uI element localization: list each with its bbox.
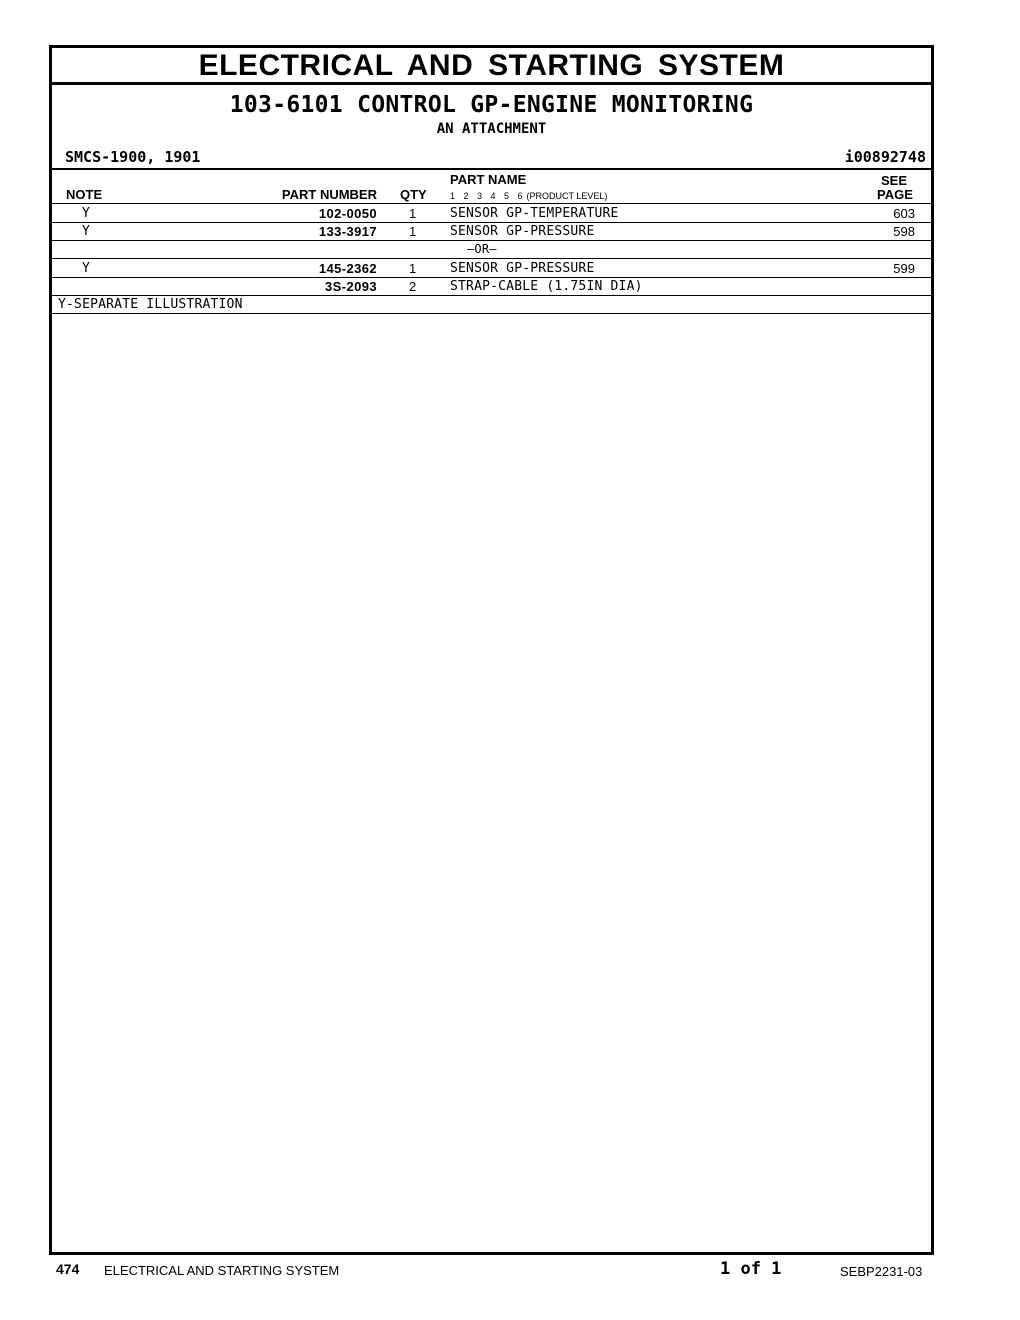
table-row [52, 204, 931, 222]
row-part-name: SENSOR GP-PRESSURE [450, 224, 595, 239]
row-qty: 1 [409, 224, 417, 239]
smcs-code: SMCS-1900, 1901 [65, 148, 201, 166]
col-qty: QTY [400, 187, 427, 202]
col-see: SEE [881, 173, 908, 188]
table-row [52, 222, 931, 240]
row-part-number: 133-3917 [318, 224, 377, 239]
row-note: Y [82, 206, 90, 221]
row-part-number: 145-2362 [318, 261, 377, 276]
table-row [52, 277, 931, 295]
row-note: Y [82, 224, 90, 239]
col-part-name: PART NAME [450, 172, 527, 187]
product-levels [450, 191, 607, 201]
table-row-or [52, 240, 931, 258]
col-note: NOTE [66, 187, 103, 202]
col-part-number: PART NUMBER [281, 187, 377, 202]
row-qty: 2 [409, 279, 417, 294]
product-level-numbers: 1 2 3 4 5 6 [450, 191, 523, 201]
row-part-number: 102-0050 [318, 206, 377, 221]
row-part-name: SENSOR GP-TEMPERATURE [450, 206, 619, 221]
footnote: Y-SEPARATE ILLUSTRATION [58, 297, 243, 312]
row-see-page: 598 [893, 224, 915, 239]
row-part-name: STRAP-CABLE (1.75IN DIA) [450, 279, 643, 294]
sheet-indicator: 1 of 1 [720, 1259, 782, 1279]
col-page: PAGE [877, 187, 913, 202]
footnote-divider [52, 313, 931, 314]
illustration-id: i00892748 [844, 148, 926, 166]
table-row [52, 259, 931, 277]
row-see-page: 603 [893, 206, 915, 221]
doc-number: SEBP2231-03 [840, 1264, 923, 1279]
page-frame [49, 45, 934, 1255]
footer-section: ELECTRICAL AND STARTING SYSTEM [104, 1263, 340, 1278]
row-part-name: SENSOR GP-PRESSURE [450, 261, 595, 276]
row-see-page: 599 [893, 261, 915, 276]
group-title: 103-6101 CONTROL GP-ENGINE MONITORING [229, 92, 754, 118]
header-divider [52, 168, 931, 170]
row-qty: 1 [409, 206, 417, 221]
section-title: ELECTRICAL AND STARTING SYSTEM [52, 48, 931, 85]
product-level-label: (PRODUCT LEVEL) [526, 191, 608, 201]
row-part-number: 3S-2093 [325, 279, 377, 294]
page-number: 474 [56, 1261, 80, 1277]
row-note: Y [82, 261, 90, 276]
row-qty: 1 [409, 261, 417, 276]
row-divider [52, 295, 931, 296]
subtitle: AN ATTACHMENT [436, 121, 547, 137]
or-separator: —OR— [467, 242, 497, 256]
